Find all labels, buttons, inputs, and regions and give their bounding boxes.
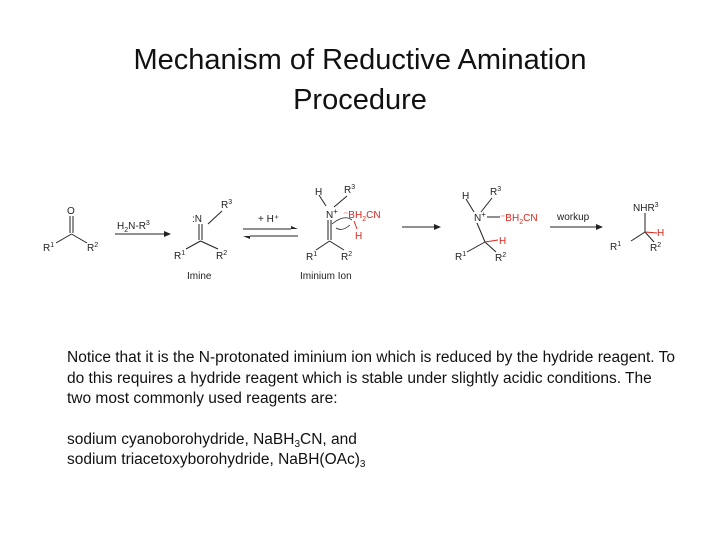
product-structure [610, 202, 664, 254]
proton-label: + H⁺ [258, 214, 280, 225]
iminium-nitrogen: N+ [326, 207, 338, 221]
ketone-r1: $R^1$ [43, 242, 55, 254]
adduct-h2: H [499, 236, 507, 247]
adduct-r3: $R^3$ [490, 186, 502, 198]
ketone-structure [43, 206, 98, 254]
workup-label: workup [557, 212, 590, 223]
adduct-borane: $^-BH_2CN$ [500, 213, 538, 226]
iminium-caption: Iminium Ion [300, 271, 352, 282]
adduct-nitrogen: N+ [474, 210, 486, 224]
iminium-r3: $R^3$ [344, 184, 356, 196]
arrow-reduction [402, 224, 441, 230]
body-text [67, 348, 677, 471]
adduct-h: H [462, 191, 470, 202]
iminium-r1: $R^1$ [306, 251, 318, 263]
iminium-r2: $R^2$ [341, 251, 353, 263]
adduct-r1: $R^1$ [455, 251, 467, 263]
imine-caption: Imine [187, 271, 212, 282]
arrow-amine-addition [115, 220, 171, 237]
adduct-structure [455, 186, 538, 264]
ketone-r2: $R^2$ [87, 242, 99, 254]
imine-r2: $R^2$ [216, 250, 228, 262]
title-line-2: Procedure [293, 84, 427, 116]
reagent-cyanoborohydride: sodium cyanoborohydride, NaBH$_3$CN, and [67, 430, 357, 450]
amine-reagent: $H_2N-R^3$ [117, 220, 150, 234]
imine-r3: $R^3$ [221, 199, 233, 211]
reaction-scheme [30, 180, 710, 290]
reagent-list [67, 430, 677, 471]
imine-structure [174, 199, 232, 282]
hydride-reagent: $^-BH_2CN$ [343, 210, 381, 223]
product-r1: $R^1$ [610, 241, 622, 253]
ketone-oxygen: O [67, 206, 75, 217]
adduct-r2: $R^2$ [495, 252, 507, 264]
equilibrium-arrows [243, 214, 298, 239]
iminium-h: H [315, 187, 323, 198]
arrow-workup [550, 212, 603, 230]
title-line-1: Mechanism of Reductive Amination [133, 44, 587, 76]
imine-r1: $R^1$ [174, 250, 186, 262]
product-h: H [657, 228, 665, 239]
explanation-paragraph: Notice that it is the N-protonated iminium ion which is reduced by the hydride reagent. To do this requires a hydride reagent which is stable under slightly acidic conditions. The two most commonly used reagents are: [67, 349, 675, 407]
product-r2: $R^2$ [650, 242, 662, 254]
product-nhr: NHR$^3$ [633, 202, 659, 214]
imine-nitrogen: :N [192, 214, 202, 225]
hydride-h: H [355, 231, 363, 242]
slide-title [60, 40, 660, 120]
reagent-triacetoxyborohydride: sodium triacetoxyborohydride, $NaBH(OAc)_3$ [67, 451, 366, 470]
iminium-structure [300, 184, 381, 282]
